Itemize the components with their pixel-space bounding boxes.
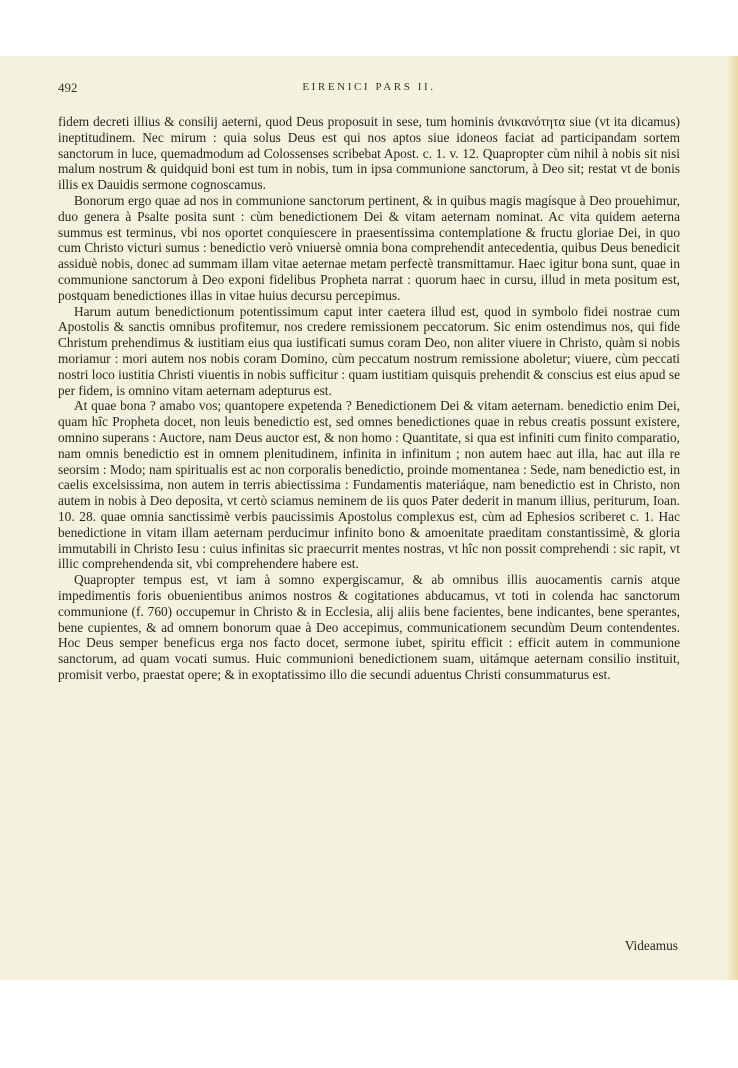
running-title: EIRENICI PARS II. [302,81,436,93]
paragraph: Harum autum benedictionum potentissimum caput inter caetera illud est, quod in symbolo fidei nostrae cum Apostolis & sanctis omnibus profitemur, nos credere remissionem peccatorum. Sic enim ostendimus nos, qui fide Christum prehendimus & iustitiam eius qua iustificati sumus coram Deo, non aliter viuere in Christo, quàm si nobis moriamur : mori autem nos nobis coram Domino, cùm peccatum nostrum remissione aboletur; viuere, cùm peccati nostri loco iustitia Christi viuentis in nobis sufficitur : quam iustitiam quisquis prehendit & conscius est eius apud se per fidem, is omnino vitam aeternam adepturus est. [58,303,680,398]
body-text [58,114,680,683]
book-page [0,56,738,980]
page-edge-shadow [726,56,738,980]
paragraph: Quapropter tempus est, vt iam à somno expergiscamur, & ab omnibus illis auocamentis carnis atque impedimentis foris obuenientibus animos nostros & cogitationes abducamus, vt toti in colenda hac sanctorum communione (f. 760) occupemur in Christo & in Ecclesia, alij aliis bene facientes, bene indicantes, bene sperantes, bene cupientes, & ad omnem bonorum quae à Deo accepimus, communicationem secundùm Deum contendentes. Hoc Deus semper beneficus erga nos facto docet, sermone iubet, spiritu efficit : efficit autem in communione sanctorum, ad quam vocati sumus. Huic communioni benedictionem suam, uitámque aeternam consilio instituit, promisit verbo, praestat opere; & in exoptatissimo illo die secundi aduentus Christi consummaturus est. [58,572,680,682]
paragraph: At quae bona ? amabo vos; quantopere expetenda ? Benedictionem Dei & vitam aeternam. benedictio enim Dei, quam hîc Propheta docet, non leuis benedictio est, sed omnes benedictiones quae in rebus creatis possunt existere, omnino superans : Auctore, nam Deus auctor est, & non homo : Quantitate, si qua est infiniti cum finito comparatio, nam omnis benedictio est in omnem plenitudinem, infinita in infinitum ; non autem haec aut illa, hac aut illa re seorsim : Modo; nam spiritualis est ac non corporalis benedictio, proinde momentanea : Sede, nam benedictio est, in caelis excelsissima, non autem in terris abiectissima : Fundamentis materiáque, nam benedictio est in Christo, non autem in nobis à Deo deposita, vt certò sciamus neminem de iis quos Pater dederit in manum illius, periturum, Ioan. 10. 28. quae omnia sanctissimè verbis paucissimis Apostolus complexus est, cùm ad Ephesios scriberet c. 1. Hac benedictione in vitam illam aeternam perducimur infinito bono & amoenitate praeditam constantissimè, & gloria immutabili in Christo Iesu : cuius infinitas sic praecurrit mentes nostras, vt hîc non possit comprehendi : sic rapit, vt illic comprehendenda sit, vbi comprehendere habere est. [58,398,680,572]
page-header [58,80,680,100]
page-number: 492 [58,80,78,95]
paragraph: Bonorum ergo quae ad nos in communione sanctorum pertinent, & in quibus magis magísque à Deo prouehimur, duo genera à Psalte posita sunt : cùm benedictionem Dei & vitam aeternam nominat. Ac vita quidem aeterna summus est terminus, vbi nos oportet conquiescere in praesentissima contemplatione & fructu gloriae Dei, in quo cum Christo victuri sumus : benedictio verò vniuersè omnia bona comprehendit antecedentia, quibus Deus benedicit assiduè nobis, donec ad summam illam vitae aeternae metam perfectè transmittamur. Haec igitur bona sunt, quae in communione sanctorum à Deo exponi fidelibus Propheta narrat : quorum haec in cursu, illud in meta positum est, postquam benedictiones illas in vitae huius decursu percepimus. [58,192,680,303]
catchword: Videamus [624,938,678,953]
paragraph: fidem decreti illius & consilij aeterni, quod Deus proposuit in sese, tum hominis ἀνικανότητα siue (vt ita dicamus) ineptitudinem. Nec mirum : quia solus Deus est qui nos aptos siue idoneos faciat ad participandam sortem sanctorum in luce, quemadmodum ad Colossenses scribebat Apost. c. 1. v. 12. Quapropter cùm nihil à nobis sit nisi malum nostrum & quidquid boni est tum in nobis, tum in ipsa communione sanctorum, à Deo sit; restat vt de bonis illis ex Dauidis sermone cognoscamus. [58,114,680,193]
